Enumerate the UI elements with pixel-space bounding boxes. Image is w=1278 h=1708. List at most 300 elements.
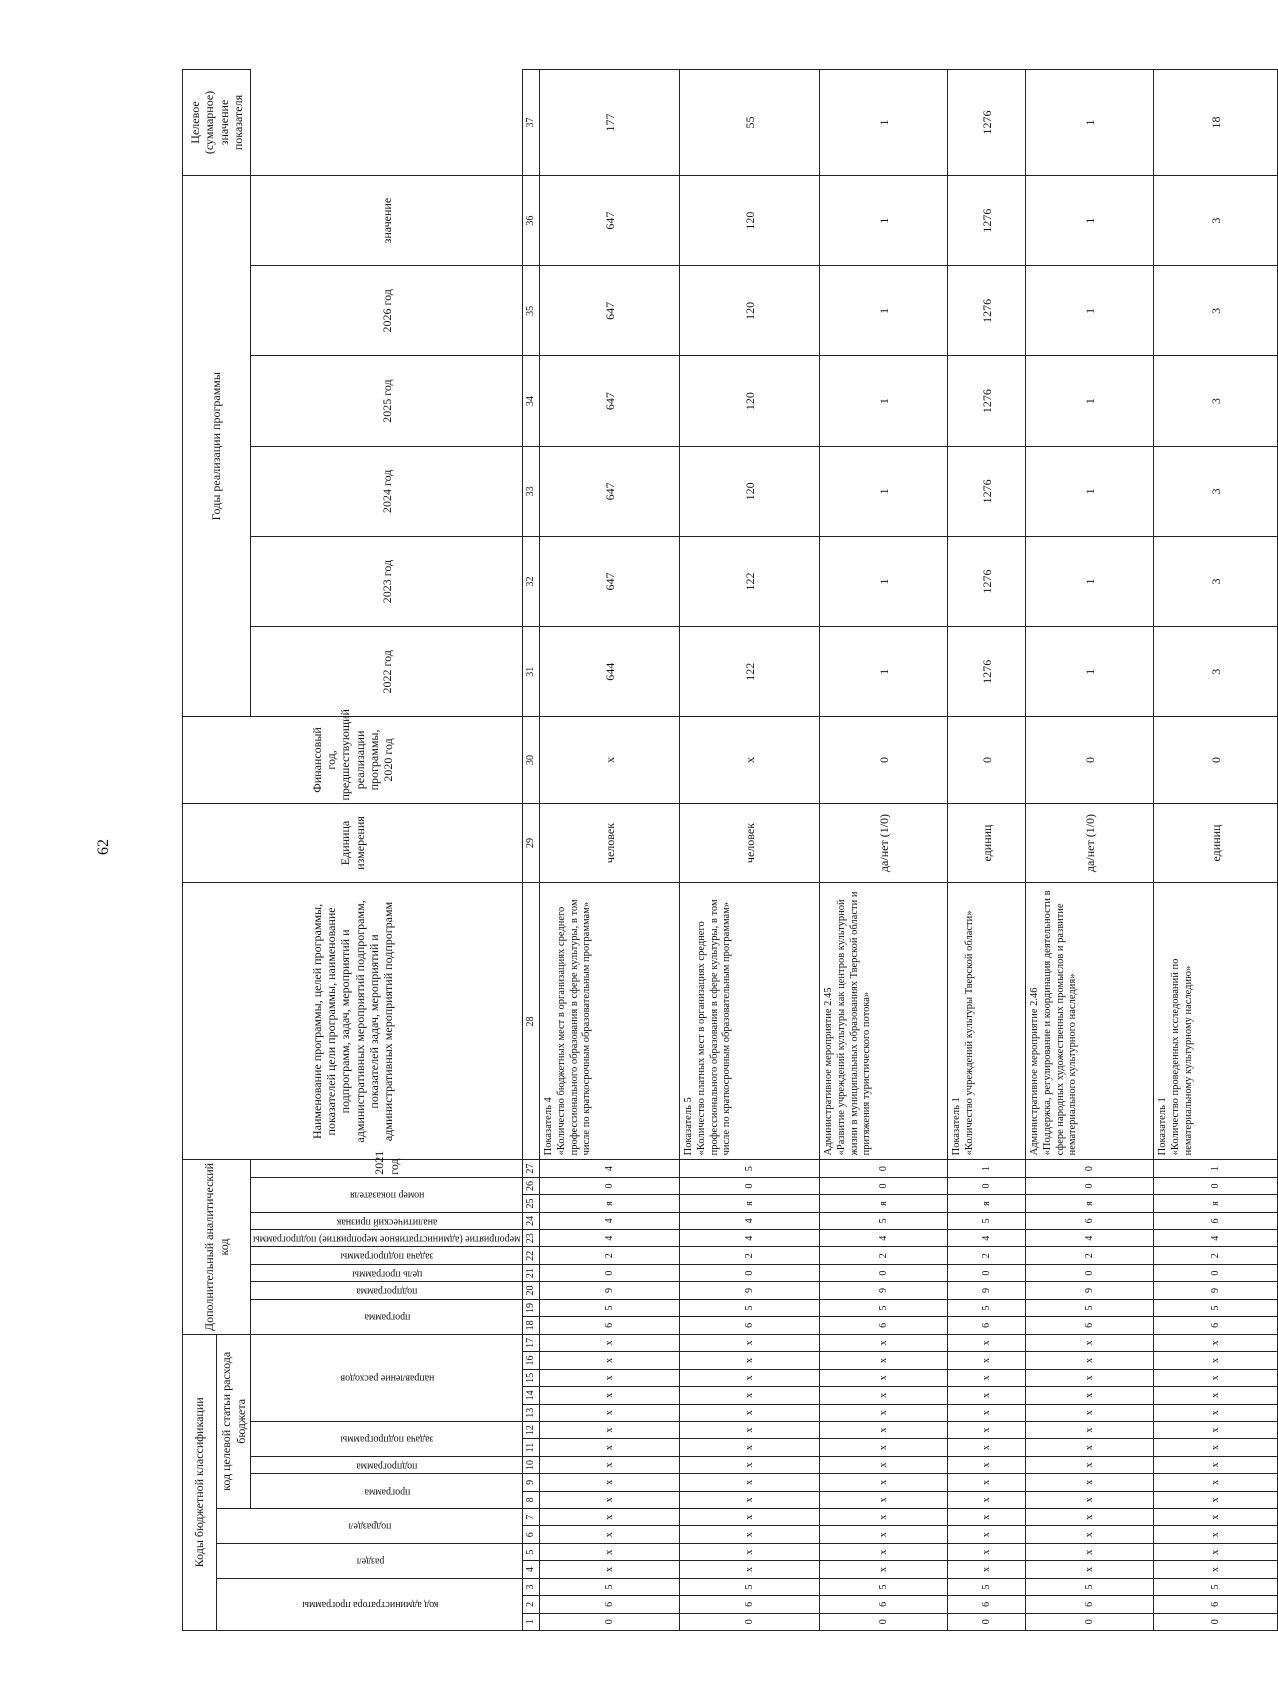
section-header: раздел [217, 1543, 523, 1578]
code-cell: 0 [540, 1264, 680, 1281]
year-2023-header: 2023 год [251, 536, 523, 626]
value-target: 55 [680, 70, 820, 176]
column-number: 9 [523, 1474, 540, 1491]
code-cell: 0 [680, 1177, 820, 1194]
column-number: 15 [523, 1369, 540, 1386]
value-y2024: 1 [820, 356, 948, 446]
budget-classification-header: Коды бюджетной классификации [183, 1334, 217, 1630]
value-unit: единиц [1154, 803, 1278, 883]
code-cell: х [820, 1352, 948, 1369]
value-y2021: 644 [540, 627, 680, 717]
code-cell: 5 [680, 1299, 820, 1316]
code-cell: х [1154, 1352, 1278, 1369]
code-cell: 0 [1026, 1613, 1154, 1630]
code-cell: х [680, 1439, 820, 1456]
code-cell: х [1154, 1387, 1278, 1404]
column-number: 5 [523, 1543, 540, 1560]
year-2024-header: 2024 год [251, 446, 523, 536]
column-number: 2 [523, 1596, 540, 1613]
code-cell: х [680, 1509, 820, 1526]
code-cell: х [948, 1404, 1026, 1421]
column-number: 24 [523, 1212, 540, 1229]
code-cell: х [1154, 1456, 1278, 1473]
code-cell: 0 [680, 1613, 820, 1630]
column-number: 22 [523, 1247, 540, 1264]
unit-header: Единица измерения [183, 803, 523, 883]
column-number: 4 [523, 1561, 540, 1578]
subprogram-header: подпрограмма [251, 1456, 523, 1473]
table-row [820, 70, 948, 1631]
code-cell: 2 [820, 1247, 948, 1264]
code-cell: х [680, 1474, 820, 1491]
table-row [1026, 70, 1154, 1631]
value-y2026: 1276 [948, 175, 1026, 265]
code-cell: я [1154, 1195, 1278, 1212]
code-cell: 5 [820, 1299, 948, 1316]
code-cell: х [1154, 1404, 1278, 1421]
code-cell: 4 [540, 1212, 680, 1229]
code-cell: х [680, 1456, 820, 1473]
row-caption: Административное мероприятие 2.45 [823, 987, 835, 1156]
extra-program-header: программа [251, 1299, 523, 1334]
code-cell: 0 [1154, 1264, 1278, 1281]
code-cell: х [1154, 1334, 1278, 1352]
code-cell: х [1154, 1369, 1278, 1386]
code-cell: 5 [1026, 1578, 1154, 1595]
value-fin-year: х [540, 717, 680, 803]
value-y2021: 1 [1026, 627, 1154, 717]
code-cell: х [820, 1439, 948, 1456]
code-cell: х [1026, 1543, 1154, 1560]
code-cell: х [680, 1404, 820, 1421]
column-number: 8 [523, 1491, 540, 1508]
value-y2023: 1276 [948, 446, 1026, 536]
code-cell: 6 [820, 1596, 948, 1613]
value-fin-year: 0 [1154, 717, 1278, 803]
column-number: 18 [523, 1317, 540, 1334]
row-description: «Развитие учреждений культуры как центров культурной жизни в муниципальных образованиях Тверской области и притяжения туристического потока» [836, 891, 873, 1156]
page-number: 62 [95, 839, 112, 855]
code-cell: х [948, 1334, 1026, 1352]
row-name-cell [680, 883, 820, 1160]
year-2021-header: 2021 год [251, 1160, 523, 1177]
value-y2022: 1 [820, 536, 948, 626]
code-cell: 5 [820, 1212, 948, 1229]
code-cell: х [540, 1456, 680, 1473]
year-2026-header: 2026 год [251, 266, 523, 356]
code-cell: х [680, 1561, 820, 1578]
activity-header: мероприятие (административное мероприятие) подпрограммы [251, 1230, 523, 1247]
code-cell: х [1026, 1509, 1154, 1526]
value-y2024: 647 [540, 356, 680, 446]
code-cell: х [680, 1491, 820, 1508]
column-number: 29 [523, 803, 540, 883]
column-number: 34 [523, 356, 540, 446]
code-cell: х [540, 1509, 680, 1526]
row-name-cell [820, 883, 948, 1160]
column-number: 10 [523, 1456, 540, 1473]
code-cell: 0 [948, 1177, 1026, 1194]
code-cell: х [820, 1491, 948, 1508]
code-cell: х [680, 1543, 820, 1560]
code-cell: 0 [948, 1613, 1026, 1630]
code-cell: х [1026, 1404, 1154, 1421]
code-cell: х [948, 1491, 1026, 1508]
column-number: 11 [523, 1439, 540, 1456]
value-y2025: 120 [680, 266, 820, 356]
row-caption: Административное мероприятие 2.46 [1029, 987, 1041, 1156]
code-cell: х [1026, 1421, 1154, 1438]
code-cell: х [820, 1456, 948, 1473]
code-cell: 6 [948, 1596, 1026, 1613]
column-number: 12 [523, 1421, 540, 1438]
code-cell: х [820, 1334, 948, 1352]
indicator-number-header: номер показателя [251, 1177, 523, 1212]
value-unit: да/нет (1/0) [820, 803, 948, 883]
code-cell: 0 [820, 1160, 948, 1177]
code-cell: х [540, 1526, 680, 1543]
code-cell: 6 [540, 1596, 680, 1613]
code-cell: 9 [540, 1282, 680, 1299]
code-cell: 6 [1026, 1317, 1154, 1334]
code-cell: х [1026, 1526, 1154, 1543]
code-cell: 4 [540, 1230, 680, 1247]
value-y2021: 3 [1154, 627, 1278, 717]
row-name-cell [1154, 883, 1278, 1160]
code-cell: 5 [948, 1578, 1026, 1595]
value-fin-year: х [680, 717, 820, 803]
code-cell: х [820, 1387, 948, 1404]
code-cell: 1 [1154, 1160, 1278, 1177]
code-cell: 4 [540, 1160, 680, 1177]
code-cell: 1 [948, 1160, 1026, 1177]
code-cell: 6 [540, 1317, 680, 1334]
value-y2024: 120 [680, 356, 820, 446]
subprogram-task-header: задача подпрограммы [251, 1421, 523, 1456]
value-y2026: 1 [820, 175, 948, 265]
extra-analytic-code-header: Дополнительный аналитический код [183, 1160, 251, 1334]
program-indicators-table [182, 69, 1278, 1631]
code-cell: 9 [1026, 1282, 1154, 1299]
value-y2023: 1 [1026, 446, 1154, 536]
column-number: 16 [523, 1352, 540, 1369]
code-cell: х [1026, 1456, 1154, 1473]
code-cell: 5 [1154, 1578, 1278, 1595]
column-number: 35 [523, 266, 540, 356]
code-cell: 0 [948, 1264, 1026, 1281]
code-cell: х [540, 1561, 680, 1578]
value-y2026: 647 [540, 175, 680, 265]
code-cell: 4 [820, 1230, 948, 1247]
value-y2025: 647 [540, 266, 680, 356]
code-cell: 5 [680, 1160, 820, 1177]
code-cell: 5 [1154, 1299, 1278, 1316]
value-y2023: 3 [1154, 446, 1278, 536]
code-cell: х [1026, 1387, 1154, 1404]
value-y2023: 647 [540, 446, 680, 536]
code-cell: х [1154, 1474, 1278, 1491]
value-y2025: 3 [1154, 266, 1278, 356]
code-cell: 5 [820, 1578, 948, 1595]
code-cell: 6 [820, 1317, 948, 1334]
year-2022-header: 2022 год [251, 627, 523, 717]
code-cell: я [1026, 1195, 1154, 1212]
value-y2023: 120 [680, 446, 820, 536]
code-cell: х [948, 1352, 1026, 1369]
column-number: 14 [523, 1387, 540, 1404]
value-y2025: 1276 [948, 266, 1026, 356]
code-cell: х [540, 1439, 680, 1456]
code-cell: х [820, 1404, 948, 1421]
code-cell: 6 [1154, 1317, 1278, 1334]
value-target: 18 [1154, 70, 1278, 176]
value-y2021: 122 [680, 627, 820, 717]
code-cell: 0 [540, 1177, 680, 1194]
column-number: 13 [523, 1404, 540, 1421]
column-number: 28 [523, 883, 540, 1160]
row-name-cell [1026, 883, 1154, 1160]
code-cell: х [820, 1526, 948, 1543]
code-cell: х [1154, 1526, 1278, 1543]
table-row [1154, 70, 1278, 1631]
column-number: 20 [523, 1282, 540, 1299]
code-cell: я [948, 1195, 1026, 1212]
expense-direction-header: направление расходов [251, 1334, 523, 1421]
code-cell: 4 [680, 1230, 820, 1247]
code-cell: 0 [1154, 1613, 1278, 1630]
code-cell: х [680, 1526, 820, 1543]
column-number: 27 [523, 1160, 540, 1177]
code-cell: х [820, 1561, 948, 1578]
code-cell: х [1026, 1491, 1154, 1508]
row-description: «Поддержка, регулирование и координация деятельности в сфере народных художественных промыслов и развитие нематериального культурного наследия» [1042, 890, 1079, 1156]
code-cell: х [1026, 1334, 1154, 1352]
code-cell: х [948, 1456, 1026, 1473]
code-cell: х [1026, 1561, 1154, 1578]
code-cell: х [680, 1421, 820, 1438]
value-target: 177 [540, 70, 680, 176]
code-cell: 4 [1154, 1230, 1278, 1247]
table-row [948, 70, 1026, 1631]
value-target: 1276 [948, 70, 1026, 176]
code-cell: 9 [1154, 1282, 1278, 1299]
code-cell: 0 [1154, 1177, 1278, 1194]
column-number: 36 [523, 175, 540, 265]
value-y2024: 3 [1154, 356, 1278, 446]
code-cell: 2 [680, 1247, 820, 1264]
code-cell: х [680, 1352, 820, 1369]
subprogram-task2-header: задача подпрограммы [251, 1247, 523, 1264]
years-header: Годы реализации программы [183, 175, 251, 716]
value-y2023: 1 [820, 446, 948, 536]
code-cell: х [1026, 1352, 1154, 1369]
subsection-header: подраздел [217, 1509, 523, 1544]
value-y2022: 647 [540, 536, 680, 626]
code-cell: х [540, 1387, 680, 1404]
value-y2022: 1 [1026, 536, 1154, 626]
code-cell: 6 [1026, 1596, 1154, 1613]
column-number: 30 [523, 717, 540, 803]
code-cell: 6 [948, 1317, 1026, 1334]
value-y2022: 122 [680, 536, 820, 626]
code-cell: х [948, 1509, 1026, 1526]
row-caption: Показатель 5 [683, 1097, 695, 1156]
column-number: 25 [523, 1195, 540, 1212]
code-cell: 4 [1026, 1230, 1154, 1247]
code-cell: 9 [948, 1282, 1026, 1299]
code-cell: 6 [680, 1596, 820, 1613]
value-y2024: 1276 [948, 356, 1026, 446]
name-header: Наименование программы, целей программы, показателей цели программы, наименование подпрограмм, задач, мероприятий и административных мероприятий подпрограмм, показателей задач, мероприятий и административных мероприятий подпрограмм [183, 883, 523, 1160]
column-number: 19 [523, 1299, 540, 1316]
code-cell: 2 [948, 1247, 1026, 1264]
code-cell: х [680, 1387, 820, 1404]
code-cell: х [1154, 1543, 1278, 1560]
code-cell: х [948, 1439, 1026, 1456]
column-number: 26 [523, 1177, 540, 1194]
row-description: «Количество учреждений культуры Тверской области» [964, 910, 976, 1156]
column-number: 17 [523, 1334, 540, 1352]
column-number: 37 [523, 70, 540, 176]
code-cell: 9 [820, 1282, 948, 1299]
code-cell: 9 [680, 1282, 820, 1299]
fin-year-header: Финансовый год, предшествующий реализации программы, 2020 год [183, 717, 523, 803]
column-number: 21 [523, 1264, 540, 1281]
column-number: 6 [523, 1526, 540, 1543]
target-header: Целевое (суммарное) значение показателя [183, 70, 251, 176]
value-y2025: 1 [820, 266, 948, 356]
code-cell: я [680, 1195, 820, 1212]
code-cell: х [1026, 1439, 1154, 1456]
code-cell: 6 [680, 1317, 820, 1334]
code-cell: х [540, 1543, 680, 1560]
code-cell: х [540, 1352, 680, 1369]
code-cell: х [948, 1474, 1026, 1491]
code-cell: 0 [680, 1264, 820, 1281]
code-cell: х [540, 1474, 680, 1491]
code-cell: х [540, 1369, 680, 1386]
value-y2021: 1 [820, 627, 948, 717]
value-y2026: 1 [1026, 175, 1154, 265]
code-cell: х [540, 1491, 680, 1508]
value-fin-year: 0 [1026, 717, 1154, 803]
value-y2022: 1276 [948, 536, 1026, 626]
value-y2025: 1 [1026, 266, 1154, 356]
code-cell: 5 [680, 1578, 820, 1595]
code-cell: 0 [820, 1264, 948, 1281]
table-row [540, 70, 680, 1631]
extra-subprogram-header: подпрограмма [251, 1282, 523, 1299]
value-target: 1 [1026, 70, 1154, 176]
value-unit: единиц [948, 803, 1026, 883]
code-cell: 5 [1026, 1299, 1154, 1316]
row-caption: Показатель 1 [1157, 1097, 1169, 1156]
value-fin-year: 0 [820, 717, 948, 803]
code-cell: х [820, 1509, 948, 1526]
code-cell: 6 [1026, 1212, 1154, 1229]
column-number: 31 [523, 627, 540, 717]
column-number: 33 [523, 446, 540, 536]
code-cell: х [820, 1474, 948, 1491]
row-description: «Количество бюджетных мест в организациях среднего профессионального образования в сфере культуры, в том числе по краткосрочным образовательным программам» [556, 899, 593, 1156]
code-cell: 5 [948, 1212, 1026, 1229]
row-description: «Количество проведенных исследований по нематериальному культурному наследию» [1170, 958, 1194, 1156]
value-y2021: 1276 [948, 627, 1026, 717]
code-cell: 0 [820, 1177, 948, 1194]
code-cell: х [1154, 1491, 1278, 1508]
code-cell: 5 [948, 1299, 1026, 1316]
value-y2022: 3 [1154, 536, 1278, 626]
value-unit: человек [680, 803, 820, 883]
code-cell: х [540, 1421, 680, 1438]
code-cell: х [1154, 1421, 1278, 1438]
code-cell: х [1154, 1439, 1278, 1456]
row-caption: Показатель 1 [951, 1097, 963, 1156]
code-cell: 5 [540, 1578, 680, 1595]
code-cell: х [1026, 1474, 1154, 1491]
year-2025-header: 2025 год [251, 356, 523, 446]
expense-article-header: код целевой статьи расхода бюджета [217, 1334, 251, 1508]
code-cell: 4 [948, 1230, 1026, 1247]
column-number: 7 [523, 1509, 540, 1526]
code-cell: 2 [1026, 1247, 1154, 1264]
column-numbers-row [523, 70, 540, 1631]
value-unit: да/нет (1/0) [1026, 803, 1154, 883]
code-cell: х [540, 1334, 680, 1352]
value-unit: человек [540, 803, 680, 883]
code-cell: х [948, 1561, 1026, 1578]
code-cell: 0 [1026, 1160, 1154, 1177]
code-cell: х [948, 1369, 1026, 1386]
table-row [680, 70, 820, 1631]
code-cell: х [680, 1369, 820, 1386]
value-y2026: 3 [1154, 175, 1278, 265]
admin-code-header: код администратора программы [217, 1578, 523, 1630]
code-cell: х [820, 1543, 948, 1560]
code-cell: 0 [1026, 1264, 1154, 1281]
code-cell: я [540, 1195, 680, 1212]
code-cell: 0 [1026, 1177, 1154, 1194]
code-cell: х [540, 1404, 680, 1421]
code-cell: х [1154, 1509, 1278, 1526]
row-name-cell [540, 883, 680, 1160]
code-cell: х [820, 1421, 948, 1438]
code-cell: 2 [540, 1247, 680, 1264]
column-number: 1 [523, 1613, 540, 1630]
value-fin-year: 0 [948, 717, 1026, 803]
row-description: «Количество платных мест в организациях среднего профессионального образования в сфере культуры, в том числе по краткосрочным образовательным программам» [696, 899, 733, 1156]
target-value-header: значение [251, 175, 523, 265]
code-cell: х [820, 1369, 948, 1386]
code-cell: 4 [680, 1212, 820, 1229]
code-cell: 0 [820, 1613, 948, 1630]
row-caption: Показатель 4 [543, 1097, 555, 1156]
code-cell: 5 [540, 1299, 680, 1316]
code-cell: х [948, 1543, 1026, 1560]
value-target: 1 [820, 70, 948, 176]
code-cell: х [948, 1387, 1026, 1404]
column-number: 23 [523, 1230, 540, 1247]
code-cell: 6 [1154, 1212, 1278, 1229]
column-number: 32 [523, 536, 540, 626]
code-cell: я [820, 1195, 948, 1212]
code-cell: х [1154, 1561, 1278, 1578]
code-cell: 6 [1154, 1596, 1278, 1613]
column-number: 3 [523, 1578, 540, 1595]
analytic-sign-header: аналитический признак [251, 1212, 523, 1229]
code-cell: х [680, 1334, 820, 1352]
table-container [182, 69, 1223, 1631]
